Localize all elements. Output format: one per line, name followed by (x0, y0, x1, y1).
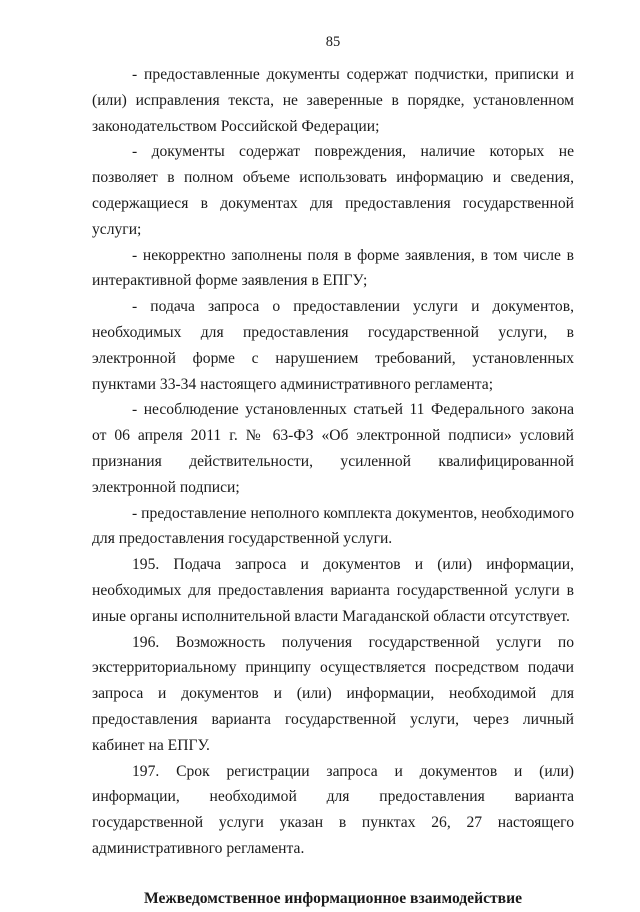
section-heading: Межведомственное информационное взаимодействие (144, 889, 522, 907)
paragraph-195: 195. Подача запроса и документов и (или) информации, необходимых для предоставления варианта государственной услуги в иные органы исполнительной власти Магаданской области отсутствует. (92, 556, 574, 625)
paragraph-6: - предоставление неполного комплекта документов, необходимого для предоставления государственной услуги. (92, 504, 574, 548)
paragraph-2: - документы содержат повреждения, наличие которых не позволяет в полном объеме использовать информацию и сведения, содержащиеся в документах для предоставления государственной услуги; (92, 143, 574, 238)
paragraph-4: - подача запроса о предоставлении услуги и документов, необходимых для предоставления государственной услуги, в электронной форме с нарушением требований, установленных пунктами 33-34 настоящего административного регламента; (92, 298, 574, 393)
paragraph-3: - некорректно заполнены поля в форме заявления, в том числе в интерактивной форме заявления в ЕПГУ; (92, 246, 574, 290)
paragraph-197: 197. Срок регистрации запроса и документов и (или) информации, необходимой для предоставления варианта государственной услуги указан в пунктах 26, 27 настоящего административного регламента. (92, 762, 574, 857)
paragraph-1: - предоставленные документы содержат подчистки, приписки и (или) исправления текста, не заверенные в порядке, установленном законодательством Российской Федерации; (92, 66, 574, 135)
page-number: 85 (325, 34, 341, 50)
paragraph-196: 196. Возможность получения государственной услуги по экстерриториальному принципу осуществляется посредством подачи запроса и документов и (или) информации, необходимой для предоставления варианта государственной услуги, через личный кабинет на ЕПГУ. (92, 633, 574, 754)
document-page (92, 30, 574, 912)
paragraph-5: - несоблюдение установленных статьей 11 Федерального закона от 06 апреля 2011 г. № 63-ФЗ «Об электронной подписи» условий признания действительности, усиленной квалифицированной электронной подписи; (92, 401, 574, 496)
